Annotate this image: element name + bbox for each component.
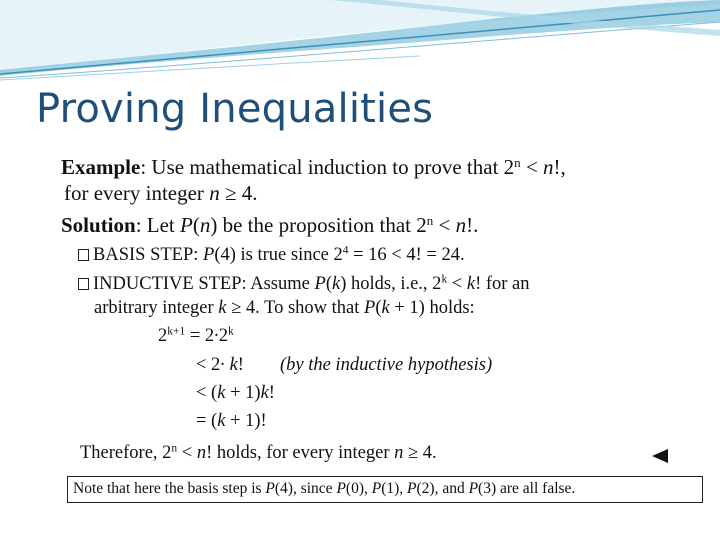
var-P: P (468, 480, 479, 497)
basis-step-line (78, 245, 465, 266)
var-n: n (455, 213, 467, 237)
var-P: P (203, 245, 215, 265)
var-n: n (209, 181, 220, 205)
checkbox-bullet-icon (78, 278, 89, 290)
plus-one: + 1) (225, 383, 261, 403)
basis-result: = 16 < 4! = 24. (348, 245, 465, 265)
inductive-step-line (78, 274, 530, 295)
example-factorial: !, (553, 155, 566, 179)
var-k: k (331, 274, 341, 294)
solution-label: Solution (61, 213, 136, 237)
exponent-n: n (426, 212, 434, 228)
note-text-6: (3) are all false. (478, 480, 576, 497)
slide-title: Proving Inequalities (36, 86, 434, 132)
solution-factorial: !. (466, 213, 479, 237)
end-of-proof-triangle-icon (652, 449, 668, 463)
exponent-n: n (171, 442, 178, 455)
basis-text: (4) is true since 2 (214, 245, 343, 265)
conclusion-text: Therefore, 2 (80, 443, 172, 463)
example-line-2 (64, 181, 257, 206)
solution-lt: < (433, 213, 456, 237)
top-wave-decoration (0, 0, 720, 90)
inductive-text-2: ! for an (475, 274, 530, 294)
var-P: P (180, 213, 193, 237)
paren: ( (192, 213, 200, 237)
inductive-lt: < (447, 274, 467, 294)
note-text-2: (4), since (274, 480, 337, 497)
derivation-row-4 (196, 411, 267, 432)
example-line (61, 155, 566, 180)
var-P: P (265, 480, 275, 497)
solution-text-2: ) be the proposition that 2 (210, 213, 427, 237)
checkbox-bullet-icon (78, 249, 89, 261)
exponent-k: k (228, 325, 234, 338)
example-label: Example (61, 155, 141, 179)
example-line2-bound: ≥ 4. (219, 181, 258, 205)
exponent-k: k (441, 273, 448, 286)
var-P: P (371, 480, 382, 497)
var-k: k (218, 298, 227, 318)
exponent-4: 4 (342, 244, 349, 257)
example-text: : Use mathematical induction to prove that 2 (140, 155, 515, 179)
solution-line (61, 213, 478, 238)
inductive-hypothesis-note: (by the inductive hypothesis) (279, 355, 493, 375)
var-P: P (314, 274, 326, 294)
var-P: P (407, 480, 417, 497)
inductive-line2-text-3: + 1) holds: (389, 298, 475, 318)
paren: ( (375, 298, 382, 318)
example-lt: < (520, 155, 544, 179)
note-text-4: (1), (381, 480, 408, 497)
var-n: n (199, 213, 211, 237)
var-k: k (217, 411, 226, 431)
note-text: Note that here the basis step is (73, 480, 266, 497)
var-k: k (381, 298, 390, 318)
var-k: k (466, 274, 476, 294)
basis-label: BASIS STEP: (93, 245, 204, 265)
inductive-step-line-2 (94, 298, 475, 319)
derivation-lt: < ( (196, 383, 218, 403)
derivation-eq: = 2∙2 (185, 326, 228, 346)
var-n: n (543, 155, 554, 179)
exponent-n: n (514, 154, 521, 170)
var-k: k (217, 383, 226, 403)
conclusion-text-2: ! holds, for every integer (206, 443, 395, 463)
note-box (67, 476, 703, 503)
conclusion-lt: < (177, 443, 197, 463)
derivation-row-3 (196, 383, 275, 404)
paren: ( (325, 274, 332, 294)
var-P: P (364, 298, 376, 318)
var-k: k (260, 383, 269, 403)
conclusion-line (80, 443, 437, 464)
note-text-3: (0), (345, 480, 372, 497)
solution-text: : Let (135, 213, 181, 237)
example-line2-text: for every integer (64, 181, 210, 205)
derivation-lt: < 2∙ (196, 355, 230, 375)
inductive-text: ) holds, i.e., 2 (340, 274, 442, 294)
derivation-eq: = ( (196, 411, 218, 431)
derivation-row-2 (196, 355, 492, 376)
inductive-line2-text: arbitrary integer (94, 298, 219, 318)
conclusion-bound: ≥ 4. (403, 443, 437, 463)
inductive-line2-text-2: ≥ 4. To show that (226, 298, 365, 318)
note-text-5: (2), and (416, 480, 469, 497)
var-P: P (336, 480, 346, 497)
factorial: ! (268, 383, 275, 403)
factorial: ! (237, 355, 244, 375)
plus-one-factorial: + 1)! (225, 411, 267, 431)
exponent-k-plus-1: k+1 (167, 325, 186, 338)
var-n: n (394, 443, 404, 463)
var-n: n (196, 443, 207, 463)
derivation-row-1 (158, 326, 234, 347)
inductive-label: INDUCTIVE STEP: Assume (93, 274, 315, 294)
base-2: 2 (158, 326, 168, 346)
var-k: k (229, 355, 238, 375)
